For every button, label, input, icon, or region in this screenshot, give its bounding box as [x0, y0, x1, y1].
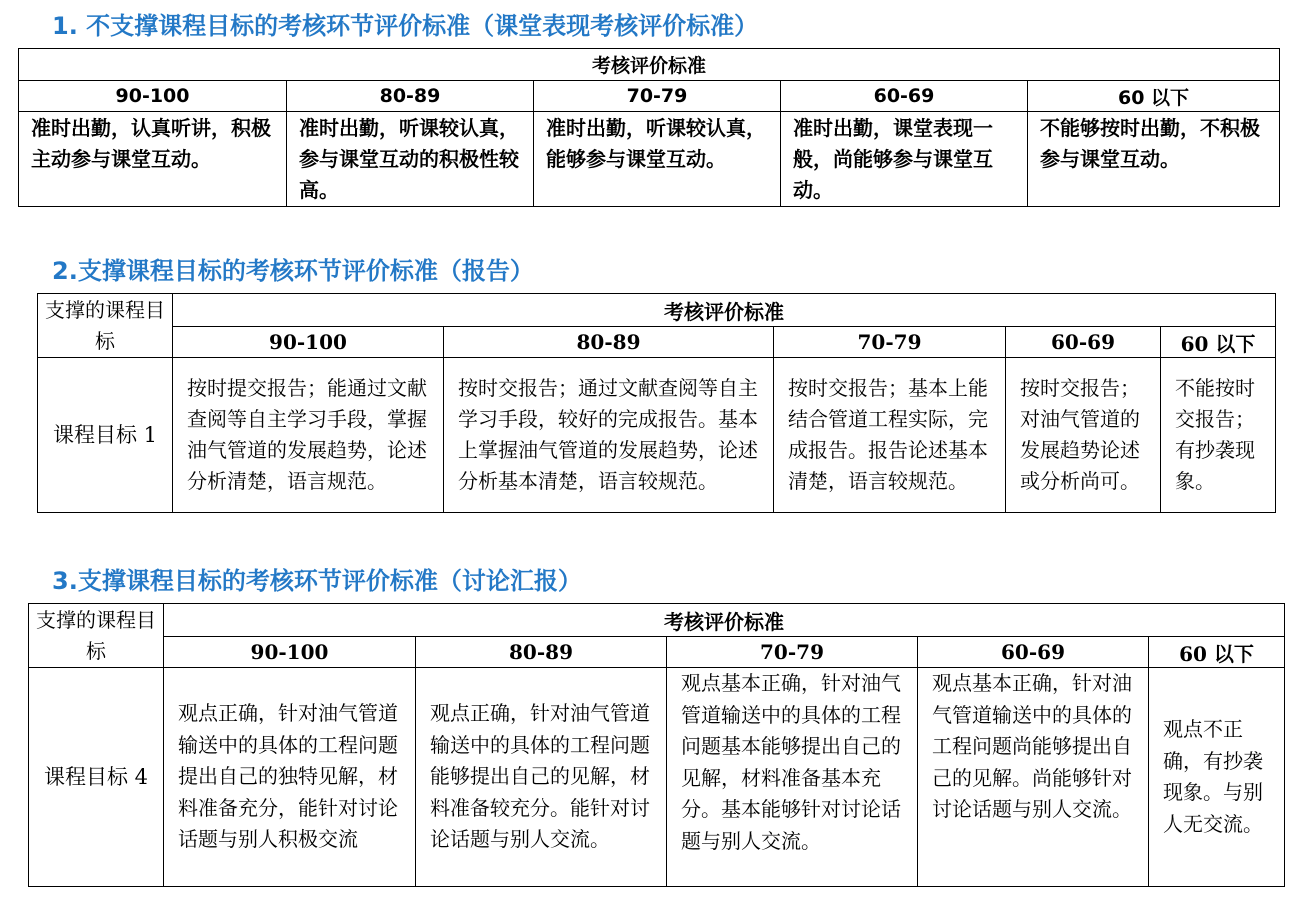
criteria-cell: 不能够按时出勤，不积极参与课堂互动。 — [1028, 112, 1280, 207]
grade-60-69: 60-69 — [781, 81, 1028, 112]
support-goal-header: 支撑的课程目标 — [29, 604, 164, 668]
criteria-cell: 按时提交报告；能通过文献查阅等自主学习手段，掌握油气管道的发展趋势，论述分析清楚，语言规范。 — [173, 358, 444, 513]
criteria-cell: 按时交报告；通过文献查阅等自主学习手段，较好的完成报告。基本上掌握油气管道的发展趋势，论述分析基本清楚，语言较规范。 — [444, 358, 774, 513]
support-goal-header: 支撑的课程目标 — [38, 294, 173, 358]
grade-70-79: 70-79 — [774, 327, 1006, 358]
discussion-criteria-table — [28, 603, 1285, 887]
table-header: 考核评价标准 — [173, 294, 1276, 327]
criteria-cell: 按时交报告；对油气管道的发展趋势论述或分析尚可。 — [1006, 358, 1161, 513]
grade-80-89: 80-89 — [287, 81, 534, 112]
criteria-cell: 观点基本正确，针对油气管道输送中的具体的工程问题基本能够提出自己的见解，材料准备基本充分。基本能够针对讨论话题与别人交流。 — [667, 668, 918, 887]
grade-80-89: 80-89 — [444, 327, 774, 358]
course-goal-cell: 课程目标 4 — [29, 668, 164, 887]
grade-below-60: 60 以下 — [1161, 327, 1276, 358]
classroom-criteria-table — [18, 48, 1280, 207]
section3-title: 3.支撑课程目标的考核环节评价标准（讨论汇报） — [52, 567, 582, 595]
grade-below-60: 60 以下 — [1149, 637, 1285, 668]
grade-90-100: 90-100 — [173, 327, 444, 358]
grade-90-100: 90-100 — [19, 81, 287, 112]
table-header: 考核评价标准 — [164, 604, 1285, 637]
grade-70-79: 70-79 — [667, 637, 918, 668]
criteria-cell: 观点正确，针对油气管道输送中的具体的工程问题提出自己的独特见解，材料准备充分，能针对讨论话题与别人积极交流 — [164, 668, 416, 887]
criteria-cell: 准时出勤，课堂表现一般，尚能够参与课堂互动。 — [781, 112, 1028, 207]
criteria-cell: 准时出勤，听课较认真，能够参与课堂互动。 — [534, 112, 781, 207]
criteria-cell: 准时出勤，听课较认真，参与课堂互动的积极性较高。 — [287, 112, 534, 207]
criteria-cell: 准时出勤，认真听讲，积极主动参与课堂互动。 — [19, 112, 287, 207]
grade-below-60: 60 以下 — [1028, 81, 1280, 112]
criteria-cell: 观点不正确，有抄袭现象。与别人无交流。 — [1149, 668, 1285, 887]
criteria-cell: 不能按时交报告；有抄袭现象。 — [1161, 358, 1276, 513]
report-criteria-table — [37, 293, 1276, 513]
grade-70-79: 70-79 — [534, 81, 781, 112]
criteria-cell: 观点基本正确，针对油气管道输送中的具体的工程问题尚能够提出自己的见解。尚能够针对讨论话题与别人交流。 — [918, 668, 1149, 887]
criteria-cell: 观点正确，针对油气管道输送中的具体的工程问题能够提出自己的见解，材料准备较充分。能针对讨论话题与别人交流。 — [416, 668, 667, 887]
section2-title: 2.支撑课程目标的考核环节评价标准（报告） — [52, 257, 534, 285]
criteria-cell: 按时交报告；基本上能结合管道工程实际，完成报告。报告论述基本清楚，语言较规范。 — [774, 358, 1006, 513]
section1-title: 1. 不支撑课程目标的考核环节评价标准（课堂表现考核评价标准） — [52, 12, 759, 40]
course-goal-cell: 课程目标 1 — [38, 358, 173, 513]
grade-60-69: 60-69 — [1006, 327, 1161, 358]
grade-90-100: 90-100 — [164, 637, 416, 668]
grade-80-89: 80-89 — [416, 637, 667, 668]
grade-60-69: 60-69 — [918, 637, 1149, 668]
table-header: 考核评价标准 — [19, 49, 1280, 81]
